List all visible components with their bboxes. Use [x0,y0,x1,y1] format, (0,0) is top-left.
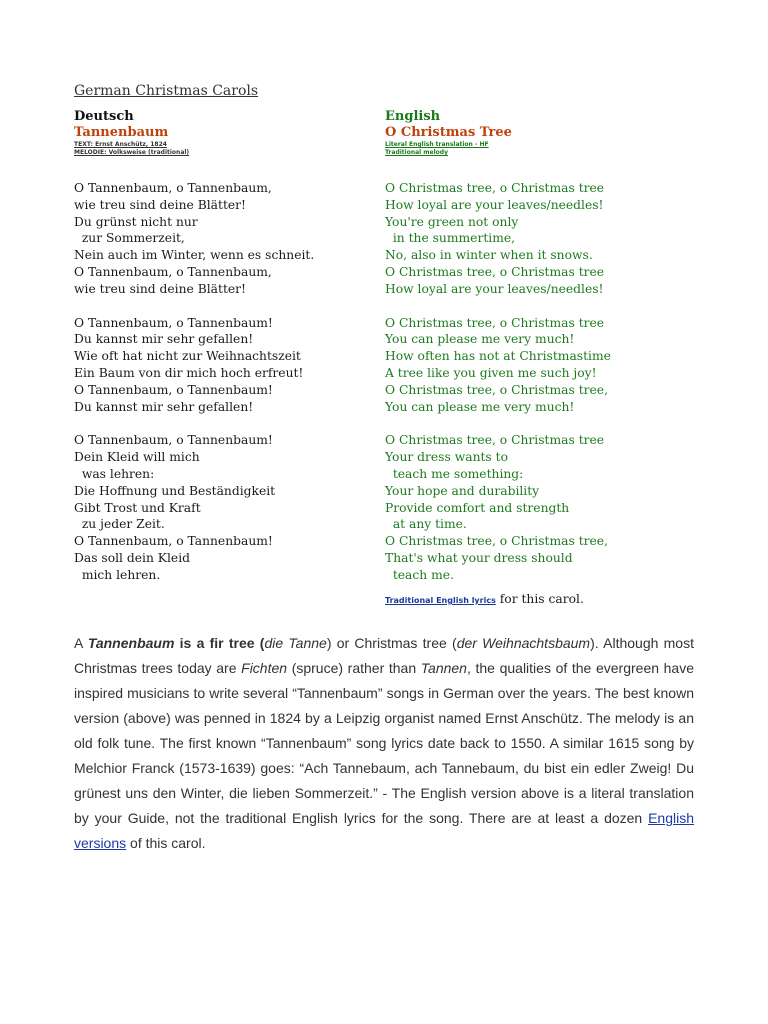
prose-text: of this carol. [126,835,206,851]
term-fichten: Fichten [241,660,288,676]
verse-2 [74,315,374,416]
verse-line: O Tannenbaum, o Tannenbaum, [74,181,272,195]
verse-line: mich lehren. [74,567,161,582]
english-song-title: O Christmas Tree [385,125,512,140]
verse-line: Das soll dein Kleid [74,550,191,565]
verse-3 [385,432,715,583]
verse-3 [74,432,374,583]
verse-line: wie treu sind deine Blätter! [74,281,246,296]
explanation-paragraph [74,631,694,856]
english-credit-melody[interactable]: Traditional melody [385,149,449,156]
german-credit-text: TEXT: Ernst Anschütz, 1824 [74,141,167,148]
german-heading: Deutsch [74,109,134,124]
verse-line: No, also in winter when it snows. [385,248,593,263]
term-tannenbaum: Tannenbaum [87,635,175,651]
prose-text: (spruce) rather than [287,660,421,676]
term-die-tanne: die Tanne [264,635,327,651]
german-verses [74,180,374,584]
verse-line: Wie oft hat nicht zur Weihnachtszeit [74,349,301,364]
prose-text: A [74,635,88,651]
german-column [74,108,374,601]
verse-line: O Tannenbaum, o Tannenbaum! [74,534,273,549]
verse-line: zu jeder Zeit. [74,517,165,532]
verse-2 [385,315,715,416]
verse-line: O Christmas tree, o Christmas tree, [385,534,608,549]
english-column [385,108,715,601]
verse-line: O Christmas tree, o Christmas tree [385,433,605,448]
traditional-lyrics-note [385,592,584,606]
verse-line: You're green not only [385,214,519,229]
verse-line: O Christmas tree, o Christmas tree, [385,382,608,397]
verse-line: Du grünst nicht nur [74,214,198,229]
traditional-lyrics-link[interactable]: Traditional English lyrics [385,596,496,605]
verse-1 [385,180,715,298]
verse-line: O Tannenbaum, o Tannenbaum! [74,382,273,397]
verse-line: That's what your dress should [385,550,573,565]
english-verses [385,180,715,584]
document-title[interactable]: German Christmas Carols [74,83,259,99]
verse-line: in the summertime, [385,231,516,246]
verse-line: zur Sommerzeit, [74,231,185,246]
traditional-lyrics-suffix: for this carol. [495,592,584,606]
verse-line: Your dress wants to [385,450,508,465]
term-tannen: Tannen [420,660,467,676]
prose-text: is a fir tree ( [174,635,265,651]
verse-line: O Tannenbaum, o Tannenbaum! [74,315,273,330]
verse-line: was lehren: [74,466,155,481]
verse-line: A tree like you given me such joy! [385,365,597,380]
verse-line: How loyal are your leaves/needles! [385,197,604,212]
verse-line: O Christmas tree, o Christmas tree [385,315,605,330]
english-heading: English [385,109,441,124]
verse-line: Du kannst mir sehr gefallen! [74,399,254,414]
verse-line: O Tannenbaum, o Tannenbaum! [74,433,273,448]
verse-line: at any time. [385,517,467,532]
verse-line: Die Hoffnung und Beständigkeit [74,483,276,498]
prose-text: , the qualities of the evergreen have inspired musicians to write several “Tannenbaum” songs in German over the years. The best known version (above) was penned in 1824 by a Leipzig organist named Ernst Anschütz. The melody is an old folk tune. The first known “Tannenbaum” song lyrics date back to 1550. A similar 1615 song by Melchior Franck (1573-1639) goes: “Ach Tannebaum, ach Tannebaum, du bist ein edler Zweig! Du grünest uns den Winter, die lieben Sommerzeit.” - The English version above is a literal translation by your Guide, not the traditional English lyrics for the song. There are at least a dozen [74,660,695,826]
verse-line: O Christmas tree, o Christmas tree [385,264,605,279]
verse-line: teach me. [385,567,454,582]
english-credit-translation[interactable]: Literal English translation - HF [385,141,489,148]
prose-text: ). Although most Christmas trees today are [74,635,694,676]
verse-line: You can please me very much! [385,332,575,347]
verse-line: Provide comfort and strength [385,500,570,515]
english-versions-link[interactable]: English versions [74,810,694,851]
german-song-title: Tannenbaum [74,125,169,140]
verse-line: Dein Kleid will mich [74,450,200,465]
verse-line: You can please me very much! [385,399,575,414]
verse-line: wie treu sind deine Blätter! [74,197,246,212]
verse-line: Gibt Trost und Kraft [74,500,201,515]
verse-line: Ein Baum von dir mich hoch erfreut! [74,365,304,380]
verse-line: O Tannenbaum, o Tannenbaum, [74,264,272,279]
prose-text: ) or Christmas tree ( [326,635,457,651]
verse-line: How loyal are your leaves/needles! [385,281,604,296]
verse-line: teach me something: [385,466,524,481]
verse-line: Du kannst mir sehr gefallen! [74,332,254,347]
verse-line: How often has not at Christmastime [385,349,611,364]
verse-line: O Christmas tree, o Christmas tree [385,181,605,195]
verse-1 [74,180,374,298]
verse-line: Nein auch im Winter, wenn es schneit. [74,248,315,263]
verse-line: Your hope and durability [385,483,540,498]
german-credit-melody: MELODIE: Volksweise (traditional) [74,149,190,156]
term-weihnachtsbaum: der Weihnachtsbaum [456,635,591,651]
